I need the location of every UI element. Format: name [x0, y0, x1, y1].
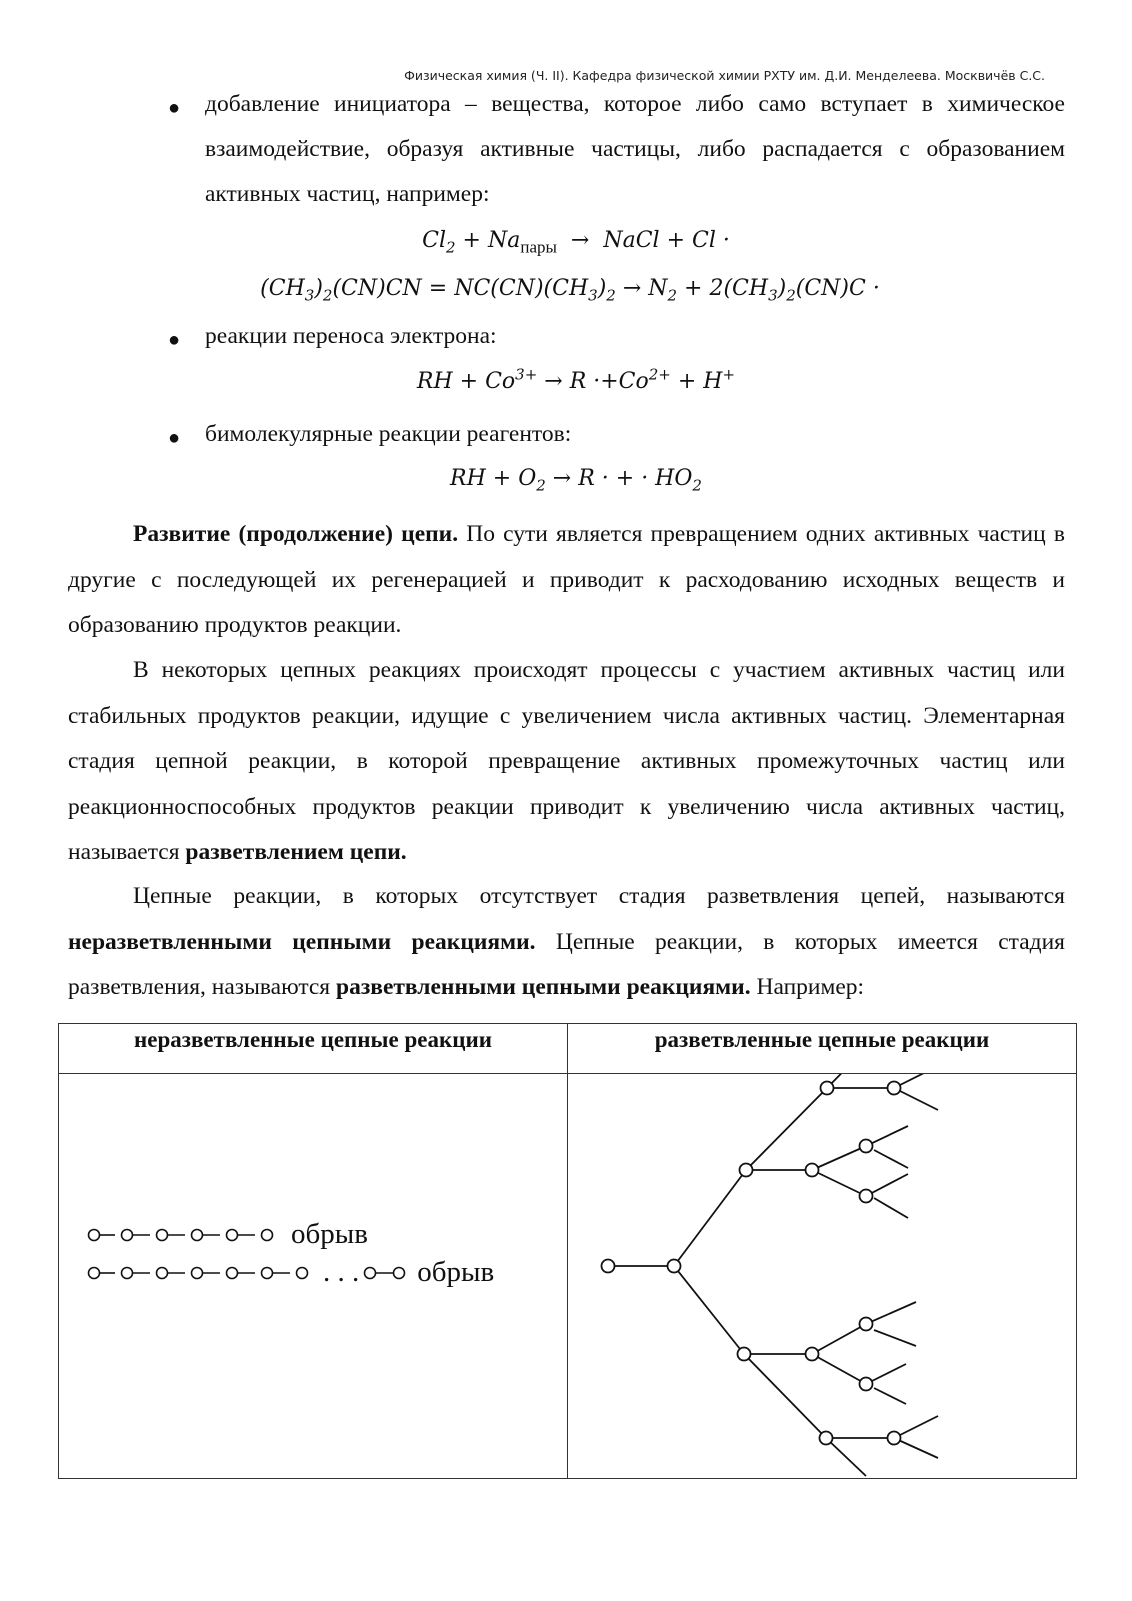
bullet-marker: ● — [168, 329, 181, 351]
equation-bimolecular: RH + $O_2 \to R$ · + · $HO_2$ — [450, 466, 702, 495]
bullet-text-electron-transfer: реакции переноса электрона: — [205, 323, 497, 349]
equation-subscript: пары — [520, 237, 557, 257]
chain-circles-icon — [87, 1225, 287, 1245]
term-chain-propagation: Развитие (продолжение) цепи. — [133, 521, 459, 547]
chain-circles-icon — [87, 1263, 319, 1283]
term-unbranched: неразветвленными цепными реакциями. — [68, 928, 536, 955]
bullet-text-bimolecular: бимолекулярные реакции реагентов: — [205, 421, 572, 447]
bullet-text-initiator: добавление инициатора – вещества, которое либо само вступает в химическое взаимодействие, образуя активные частицы, либо распадается с образованием активных частиц, например: — [205, 91, 1065, 207]
table-header-branched: разветвленные цепные реакции — [568, 1024, 1077, 1074]
page-header: Физическая химия (Ч. II). Кафедра физической химии РХТУ им. Д.И. Менделеева. Москвичёв С.С. — [404, 68, 1045, 83]
unbranched-chain-1 — [87, 1218, 368, 1251]
cell-branched-diagram — [568, 1074, 1077, 1479]
equation-electron-transfer: RH + $Co^{3+} \to R \cdot+Co^{2+} + H^+$ — [416, 366, 736, 395]
ellipsis: . . . — [323, 1256, 360, 1288]
paragraph-chain-types: Цепные реакции, в которых отсутствует стадия разветвления цепей, называются неразветвленными цепными реакциями. Цепные реакции, в которых имеется стадия разветвления, называются разветвленными цепными реакциями. Например: — [68, 883, 1065, 1000]
term-branched: разветвленными цепными реакциями. — [336, 974, 751, 1000]
chain-circles-icon — [363, 1263, 413, 1283]
term-chain-branching: разветвлением цепи. — [185, 839, 407, 865]
comparison-table — [58, 1023, 1077, 1479]
bullet-marker: ● — [168, 427, 181, 449]
bullet-marker: ● — [168, 97, 181, 119]
unbranched-chain-2 — [87, 1256, 494, 1289]
branched-tree-icon — [568, 1074, 1076, 1482]
equation-azo-decomposition: $(CH_3)_2(CN)CN = NC(CN)(CH_3)_2 \to N_2 + 2(CH_3)_2(CN)C$ · — [260, 276, 880, 305]
cell-unbranched-diagram — [59, 1074, 568, 1479]
equation-cl2-na: $Cl_2 + Na_{пары}$ → NaCl + Cl · — [422, 228, 730, 257]
termination-label: обрыв — [291, 1218, 368, 1250]
paragraph-chain-propagation: Развитие (продолжение) цепи. По сути является превращением одних активных частиц в другие с последующей их регенерацией и приводит к расходованию исходных веществ и образованию продуктов реакции. — [68, 521, 1065, 638]
termination-label: обрыв — [417, 1256, 495, 1288]
paragraph-chain-branching: В некоторых цепных реакциях происходят процессы с участием активных частиц или стабильных продуктов реакции, идущие с увеличением числа активных частиц. Элементарная стадия цепной реакции, в которой превращение активных промежуточных частиц или реакционноспособных продуктов реакции приводит к увеличению числа активных частиц, называется разветвлением цепи. — [68, 657, 1065, 865]
table-header-unbranched: неразветвленные цепные реакции — [59, 1024, 568, 1074]
